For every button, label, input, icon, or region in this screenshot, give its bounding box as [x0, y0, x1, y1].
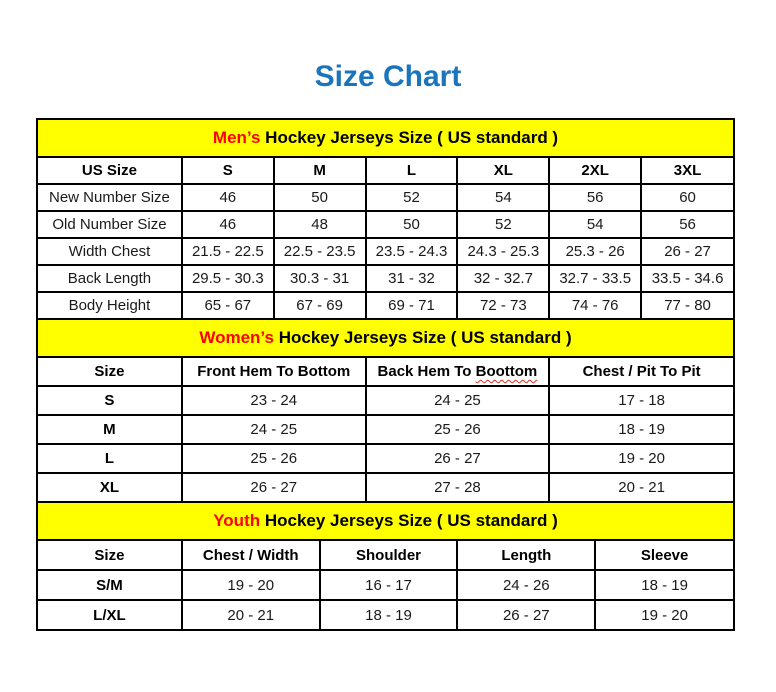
- mens-row-label: Back Length: [38, 265, 182, 292]
- womens-value-cell: 26 - 27: [182, 473, 366, 501]
- youth-value-cell: 18 - 19: [595, 570, 733, 600]
- womens-table-title: [38, 318, 733, 358]
- womens-row: [38, 473, 733, 501]
- misspelled-word: Boottom: [475, 363, 538, 380]
- womens-row-label: XL: [38, 473, 182, 501]
- womens-row: [38, 415, 733, 444]
- mens-column-header: 2XL: [549, 158, 641, 184]
- mens-value-cell: 21.5 - 22.5: [182, 238, 274, 265]
- womens-column-header: Back Hem To Boottom: [366, 358, 550, 386]
- mens-row: [38, 238, 733, 265]
- mens-row: [38, 184, 733, 211]
- mens-size-table: [38, 158, 733, 318]
- mens-row-label: Width Chest: [38, 238, 182, 265]
- womens-value-cell: 18 - 19: [549, 415, 733, 444]
- womens-row-label: M: [38, 415, 182, 444]
- mens-value-cell: 77 - 80: [641, 292, 733, 318]
- mens-value-cell: 60: [641, 184, 733, 211]
- mens-title-rest: Hockey Jerseys Size ( US standard ): [260, 128, 559, 147]
- youth-column-header: Length: [457, 541, 595, 570]
- womens-column-header: Chest / Pit To Pit: [549, 358, 733, 386]
- mens-value-cell: 52: [457, 211, 549, 238]
- youth-value-cell: 16 - 17: [320, 570, 458, 600]
- womens-value-cell: 17 - 18: [549, 386, 733, 415]
- mens-value-cell: 24.3 - 25.3: [457, 238, 549, 265]
- mens-value-cell: 54: [549, 211, 641, 238]
- mens-value-cell: 56: [549, 184, 641, 211]
- womens-value-cell: 20 - 21: [549, 473, 733, 501]
- mens-value-cell: 22.5 - 23.5: [274, 238, 366, 265]
- womens-row: [38, 444, 733, 473]
- mens-value-cell: 56: [641, 211, 733, 238]
- mens-column-header: 3XL: [641, 158, 733, 184]
- youth-column-header: Sleeve: [595, 541, 733, 570]
- youth-row: [38, 570, 733, 600]
- womens-title-accent: Women’s: [199, 328, 274, 347]
- mens-row: [38, 265, 733, 292]
- mens-value-cell: 26 - 27: [641, 238, 733, 265]
- youth-value-cell: 20 - 21: [182, 600, 320, 629]
- mens-value-cell: 46: [182, 211, 274, 238]
- womens-value-cell: 27 - 28: [366, 473, 550, 501]
- womens-row: [38, 386, 733, 415]
- mens-row-label: New Number Size: [38, 184, 182, 211]
- youth-value-cell: 24 - 26: [457, 570, 595, 600]
- mens-value-cell: 33.5 - 34.6: [641, 265, 733, 292]
- mens-column-header: L: [366, 158, 458, 184]
- mens-value-cell: 23.5 - 24.3: [366, 238, 458, 265]
- youth-value-cell: 19 - 20: [182, 570, 320, 600]
- womens-title-rest: Hockey Jerseys Size ( US standard ): [273, 328, 572, 347]
- youth-column-header: Shoulder: [320, 541, 458, 570]
- youth-title-accent: Youth: [213, 511, 261, 530]
- mens-value-cell: 50: [366, 211, 458, 238]
- womens-column-header: Size: [38, 358, 182, 386]
- youth-row-label: S/M: [38, 570, 182, 600]
- womens-value-cell: 24 - 25: [182, 415, 366, 444]
- mens-value-cell: 29.5 - 30.3: [182, 265, 274, 292]
- womens-size-section: [38, 318, 733, 501]
- mens-table-title: [38, 120, 733, 158]
- mens-value-cell: 31 - 32: [366, 265, 458, 292]
- youth-size-section: [38, 501, 733, 629]
- womens-value-cell: 19 - 20: [549, 444, 733, 473]
- womens-value-cell: 26 - 27: [366, 444, 550, 473]
- mens-value-cell: 32 - 32.7: [457, 265, 549, 292]
- youth-row-label: L/XL: [38, 600, 182, 629]
- mens-column-header: US Size: [38, 158, 182, 184]
- youth-title-rest: Hockey Jerseys Size ( US standard ): [260, 511, 558, 530]
- womens-value-cell: 25 - 26: [366, 415, 550, 444]
- womens-size-table: [38, 358, 733, 501]
- mens-value-cell: 69 - 71: [366, 292, 458, 318]
- mens-row-label: Old Number Size: [38, 211, 182, 238]
- womens-column-header: Front Hem To Bottom: [182, 358, 366, 386]
- womens-header-row: [38, 358, 733, 386]
- mens-row: [38, 292, 733, 318]
- mens-value-cell: 72 - 73: [457, 292, 549, 318]
- womens-value-cell: 23 - 24: [182, 386, 366, 415]
- mens-value-cell: 46: [182, 184, 274, 211]
- mens-value-cell: 65 - 67: [182, 292, 274, 318]
- mens-value-cell: 54: [457, 184, 549, 211]
- womens-row-label: S: [38, 386, 182, 415]
- page-title: Size Chart: [314, 60, 462, 93]
- youth-size-table: [38, 541, 733, 629]
- womens-row-label: L: [38, 444, 182, 473]
- mens-row-label: Body Height: [38, 292, 182, 318]
- youth-row: [38, 600, 733, 629]
- mens-row: [38, 211, 733, 238]
- mens-column-header: M: [274, 158, 366, 184]
- mens-header-row: [38, 158, 733, 184]
- mens-value-cell: 30.3 - 31: [274, 265, 366, 292]
- mens-column-header: XL: [457, 158, 549, 184]
- youth-header-row: [38, 541, 733, 570]
- mens-size-section: [38, 120, 733, 318]
- womens-value-cell: 25 - 26: [182, 444, 366, 473]
- youth-value-cell: 19 - 20: [595, 600, 733, 629]
- mens-value-cell: 52: [366, 184, 458, 211]
- mens-value-cell: 50: [274, 184, 366, 211]
- youth-value-cell: 26 - 27: [457, 600, 595, 629]
- mens-column-header: S: [182, 158, 274, 184]
- size-chart-tables: [36, 118, 735, 631]
- womens-value-cell: 24 - 25: [366, 386, 550, 415]
- youth-table-title: [38, 501, 733, 541]
- mens-value-cell: 25.3 - 26: [549, 238, 641, 265]
- mens-title-accent: Men’s: [212, 128, 261, 147]
- mens-value-cell: 74 - 76: [549, 292, 641, 318]
- mens-value-cell: 48: [274, 211, 366, 238]
- youth-column-header: Size: [38, 541, 182, 570]
- mens-value-cell: 32.7 - 33.5: [549, 265, 641, 292]
- youth-value-cell: 18 - 19: [320, 600, 458, 629]
- youth-column-header: Chest / Width: [182, 541, 320, 570]
- mens-value-cell: 67 - 69: [274, 292, 366, 318]
